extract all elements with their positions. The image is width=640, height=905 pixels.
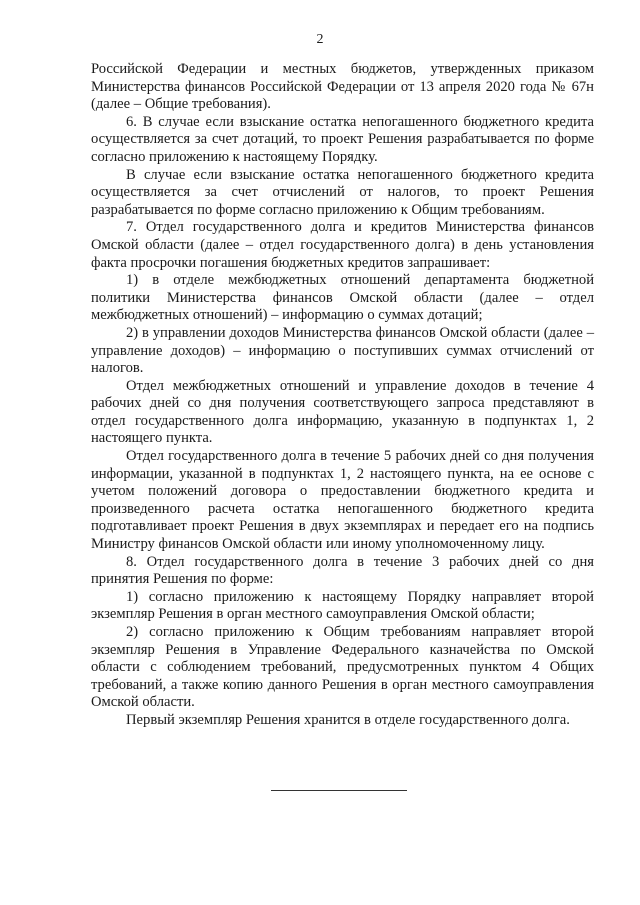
paragraph-item-6: 6. В случае если взыскание остатка непогашенного бюджетного кредита осуществляется за счет дотаций, то проект Решения разрабатывается по форме согласно приложению к настоящему Порядку. xyxy=(91,113,594,165)
document-body xyxy=(91,61,594,730)
paragraph-item-7-subitem-2: 2) в управлении доходов Министерства финансов Омской области (далее – управление доходов) – информацию о поступивших суммах отчислений от налогов. xyxy=(91,324,594,377)
paragraph-item-7: 7. Отдел государственного долга и кредитов Министерства финансов Омской области (далее – отдел государственного долга) в день установления факта просрочки погашения бюджетных кредитов запрашивает: xyxy=(91,219,594,271)
paragraph-storage: Первый экземпляр Решения хранится в отделе государственного долга. xyxy=(126,711,570,728)
paragraph-item-6-taxes: В случае если взыскание остатка непогашенного бюджетного кредита осуществляется за счет отчислений от налогов, то проект Решения разрабатывается по форме согласно приложению к Общим требованиям. xyxy=(91,166,594,218)
paragraph-item-8-subitem-2: 2) согласно приложению к Общим требованиям направляет второй экземпляр Решения в Управление Федерального казначейства по Омской области с соблюдением требований, предусмотренных пунктом 4 Общих требований, а также копию данного Решения в орган местного самоуправления Омской области. xyxy=(91,624,594,711)
paragraph-item-7-subitem-1: 1) в отделе межбюджетных отношений департамента бюджетной политики Министерства финансов Омской области (далее – отдел межбюджетных отношений) – информацию о суммах дотаций; xyxy=(91,272,594,324)
paragraph-item-7-preparation: Отдел государственного долга в течение 5 рабочих дней со дня получения информации, указанной в подпунктах 1, 2 настоящего пункта, на ее основе с учетом положений договора о предоставлении бюджетного кредита и произведенного расчета остатка непогашенного бюджетного кредита подготавливает проект Решения в двух экземплярах и передает его на подпись Министру финансов Омской области или иному уполномоченному лицу. xyxy=(91,448,594,553)
end-separator-line xyxy=(271,790,407,791)
paragraph-item-8-subitem-1: 1) согласно приложению к настоящему Порядку направляет второй экземпляр Решения в орган местного самоуправления Омской области; xyxy=(91,588,594,623)
paragraph-continuation: Российской Федерации и местных бюджетов, утвержденных приказом Министерства финансов Российской Федерации от 13 апреля 2020 года № 67н (далее – Общие требования). xyxy=(91,61,594,113)
paragraph-item-8: 8. Отдел государственного долга в течение 3 рабочих дней со дня принятия Решения по форме: xyxy=(91,553,594,588)
paragraph-item-7-deadline: Отдел межбюджетных отношений и управление доходов в течение 4 рабочих дней со дня получения соответствующего запроса представляют в отдел государственного долга информацию, указанную в подпунктах 1, 2 настоящего пункта. xyxy=(91,377,594,447)
page-number: 2 xyxy=(316,32,324,47)
